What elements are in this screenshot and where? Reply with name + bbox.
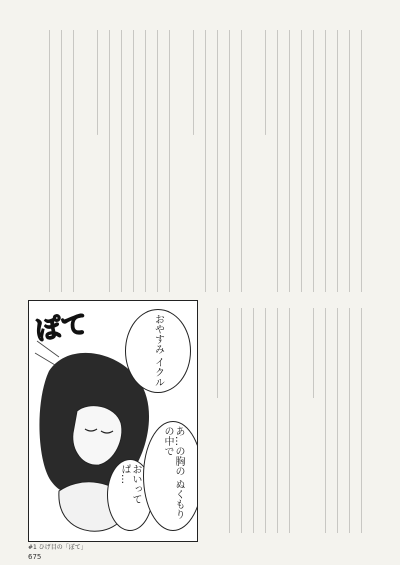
speech-balloon: あ…の胸の ぬくもりの中で bbox=[143, 421, 198, 531]
text-column bbox=[213, 308, 222, 398]
text-column bbox=[141, 30, 150, 292]
manga-panel bbox=[28, 300, 198, 542]
text-column-gap bbox=[297, 308, 306, 533]
text-column-gap bbox=[177, 30, 186, 292]
text-column bbox=[357, 308, 366, 533]
text-column bbox=[309, 308, 318, 398]
text-column bbox=[225, 30, 234, 292]
text-column bbox=[237, 308, 246, 533]
text-column-gap bbox=[81, 30, 90, 292]
speech-balloon: おやすみ イクル bbox=[125, 309, 191, 393]
text-column bbox=[201, 30, 210, 292]
text-column bbox=[117, 30, 126, 292]
text-column bbox=[321, 30, 330, 292]
text-column bbox=[129, 30, 138, 292]
text-column bbox=[273, 30, 282, 292]
text-column bbox=[93, 30, 102, 135]
interview-text-top bbox=[28, 30, 366, 292]
text-column bbox=[333, 30, 342, 292]
text-column bbox=[345, 308, 354, 533]
text-column bbox=[153, 30, 162, 292]
text-column bbox=[45, 30, 54, 292]
text-column bbox=[57, 30, 66, 292]
text-column bbox=[213, 30, 222, 292]
text-column bbox=[69, 30, 78, 292]
page-number: 675 bbox=[28, 553, 42, 561]
interview-text-bottom bbox=[206, 308, 366, 533]
text-column bbox=[225, 308, 234, 533]
text-column bbox=[261, 308, 270, 533]
sound-effect-text: ぽて bbox=[33, 309, 90, 347]
text-column bbox=[105, 30, 114, 292]
text-column bbox=[321, 308, 330, 533]
text-column bbox=[285, 30, 294, 292]
text-column bbox=[309, 30, 318, 292]
text-column bbox=[285, 308, 294, 533]
speech-balloon: おいって ぱ… bbox=[107, 459, 153, 531]
text-column bbox=[357, 30, 366, 292]
text-column-gap bbox=[249, 30, 258, 292]
text-column bbox=[297, 30, 306, 292]
text-column bbox=[345, 30, 354, 292]
text-column bbox=[237, 30, 246, 292]
text-column bbox=[165, 30, 174, 292]
panel-caption: #1 ひげ目の「ぽて」 bbox=[28, 544, 87, 551]
text-column bbox=[261, 30, 270, 135]
text-column bbox=[273, 308, 282, 533]
text-column bbox=[333, 308, 342, 533]
text-column bbox=[189, 30, 198, 135]
text-column bbox=[249, 308, 258, 533]
